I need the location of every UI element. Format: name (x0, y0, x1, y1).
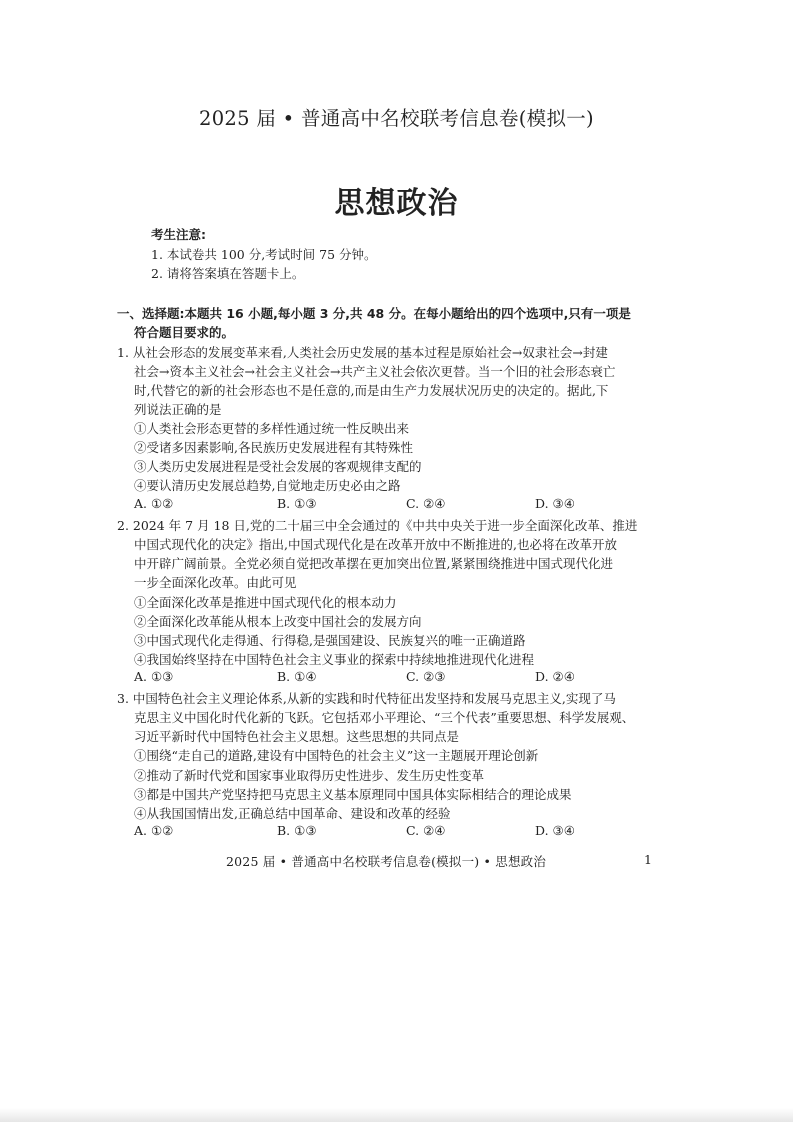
question-stem: 列说法正确的是 (134, 402, 222, 417)
section-heading: 一、选择题:本题共 16 小题,每小题 3 分,共 48 分。在每小题给出的四个选项中,只有一项是 (117, 306, 631, 321)
notice-title: 考生注意: (151, 227, 206, 242)
option-d: D. ②④ (535, 669, 575, 684)
question-stem: 中国式现代化的决定》指出,中国式现代化是在改革开放中不断推进的,也必将在改革开放 (134, 537, 617, 552)
notice-item: 2. 请将答案填在答题卡上。 (151, 266, 305, 281)
page-number: 1 (644, 852, 652, 867)
option-a: A. ①③ (134, 669, 174, 684)
option-c: C. ②④ (406, 496, 446, 511)
option-a: A. ①② (134, 496, 174, 511)
statement: ③人类历史发展进程是受社会发展的客观规律支配的 (134, 459, 422, 474)
scan-bottom-edge (0, 1108, 793, 1122)
option-c: C. ②④ (406, 823, 446, 838)
statement: ②全面深化改革能从根本上改变中国社会的发展方向 (134, 614, 422, 629)
question-stem: 时,代替它的新的社会形态也不是任意的,而是由生产力发展状况历史的决定的。据此,下 (134, 383, 609, 398)
statement: ④要认清历史发展总趋势,自觉地走历史必由之路 (134, 478, 401, 493)
question-stem: 2. 2024 年 7 月 18 日,党的二十届三中全会通过的《中共中央关于进一步全面深化改革、推进 (117, 518, 638, 533)
question-stem: 1. 从社会形态的发展变革来看,人类社会历史发展的基本过程是原始社会→奴隶社会→封建 (117, 345, 608, 360)
option-a: A. ①② (134, 823, 174, 838)
question-stem: 社会→资本主义社会→社会主义社会→共产主义社会依次更替。当一个旧的社会形态衰亡 (134, 364, 616, 379)
option-b: B. ①③ (277, 823, 317, 838)
question-stem: 中开辟广阔前景。全党必须自觉把改革摆在更加突出位置,紧紧围绕推进中国式现代化进 (134, 556, 613, 571)
subject-title: 思想政治 (334, 186, 459, 221)
page-footer: 2025 届 • 普通高中名校联考信息卷(模拟一) • 思想政治 (226, 854, 547, 869)
section-heading-cont: 符合题目要求的。 (134, 325, 235, 340)
option-d: D. ③④ (535, 823, 575, 838)
exam-title: 2025 届 • 普通高中名校联考信息卷(模拟一) (199, 107, 594, 130)
statement: ①人类社会形态更替的多样性通过统一性反映出来 (134, 421, 410, 436)
statement: ③都是中国共产党坚持把马克思主义基本原理同中国具体实际相结合的理论成果 (134, 787, 572, 802)
statement: ④从我国国情出发,正确总结中国革命、建设和改革的经验 (134, 806, 451, 821)
statement: ②推动了新时代党和国家事业取得历史性进步、发生历史性变革 (134, 768, 485, 783)
option-d: D. ③④ (535, 496, 575, 511)
question-stem: 一步全面深化改革。由此可见 (134, 575, 297, 590)
statement: ③中国式现代化走得通、行得稳,是强国建设、民族复兴的唯一正确道路 (134, 633, 526, 648)
statement: ①全面深化改革是推进中国式现代化的根本动力 (134, 595, 397, 610)
option-c: C. ②③ (406, 669, 446, 684)
notice-item: 1. 本试卷共 100 分,考试时间 75 分钟。 (151, 247, 377, 262)
question-stem: 3. 中国特色社会主义理论体系,从新的实践和时代特征出发坚持和发展马克思主义,实现了马 (117, 691, 616, 706)
question-stem: 克思主义中国化时代化新的飞跃。它包括邓小平理论、“三个代表”重要思想、科学发展观、 (134, 710, 635, 725)
statement: ④我国始终坚持在中国特色社会主义事业的探索中持续地推进现代化进程 (134, 652, 535, 667)
statement: ①围绕“走自己的道路,建设有中国特色的社会主义”这一主题展开理论创新 (134, 748, 539, 763)
statement: ②受诸多因素影响,各民族历史发展进程有其特殊性 (134, 440, 413, 455)
option-b: B. ①④ (277, 669, 317, 684)
option-b: B. ①③ (277, 496, 317, 511)
question-stem: 习近平新时代中国特色社会主义思想。这些思想的共同点是 (134, 729, 460, 744)
